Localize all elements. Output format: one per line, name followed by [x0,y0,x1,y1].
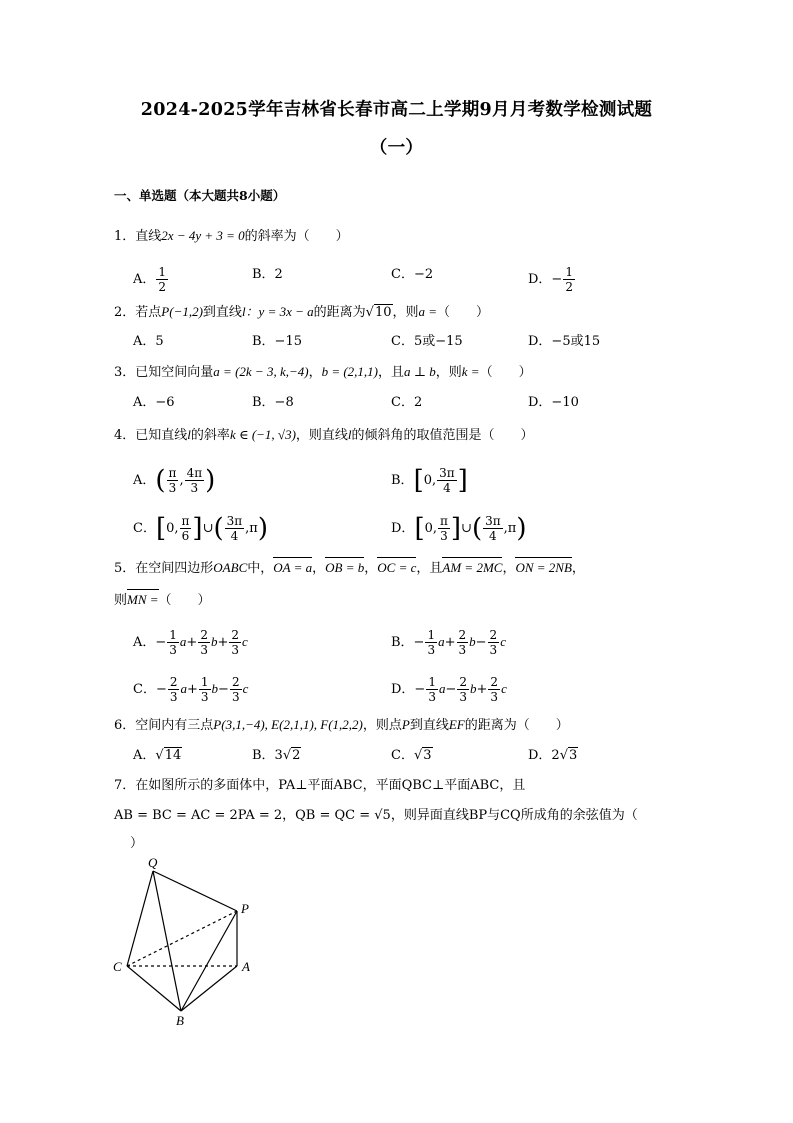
vertex-label-p: P [241,901,249,916]
q4-option-c[interactable]: C．[0, $\frac{\pi}{6}$ ]∪( $\frac{3\pi}{4}$ ,π) [133,513,268,544]
vertex-label-b: B [176,1013,184,1028]
question-2: 2．若点P(−1,2)到直线l：y = 3x − a的距离为√10，则a =（ ） [114,304,490,320]
q6-option-c[interactable]: C．√3 [391,748,432,763]
question-3: 3．已知空间向量a = (2k − 3, k,−4)，b = (2,1,1)，且a ⊥ b，则k =（ ） [114,364,532,380]
q3-option-d[interactable]: D．−10 [528,395,579,410]
question-7: 7．在如图所示的多面体中，PA⊥平面ABC，平面QBC⊥平面ABC，且 [114,778,526,793]
q6-option-b[interactable]: B．3√2 [252,748,301,763]
page-subtitle: （一） [369,138,424,158]
q1-option-a[interactable]: A． $\frac{1}{2}$ [133,265,167,294]
vertex-label-q: Q [148,855,158,870]
q1-option-d[interactable]: D．− $\frac{1}{2}$ [528,265,573,294]
q5-option-b[interactable]: B．− $\frac{1}{3}$ a+ $\frac{2}{3}$ b− $\frac{2}{3}$ c [391,628,506,657]
q1-option-b[interactable]: B．2 [252,267,283,282]
vertex-label-c: C [113,959,122,974]
question-7-line3: ） [130,836,144,851]
q4-option-a[interactable]: A．( $\frac{\pi}{3}$ , $\frac{4\pi}{3}$ ) [133,465,216,496]
q2-option-d[interactable]: D．−5或15 [528,334,601,349]
question-1: 1．直线2x − 4y + 3 = 0的斜率为（ ） [114,228,349,244]
q3-option-a[interactable]: A．−6 [133,395,175,410]
q6-option-a[interactable]: A．√14 [133,748,182,763]
vertex-label-a: A [242,959,250,974]
question-6: 6．空间内有三点P(3,1,−4), E(2,1,1), F(1,2,2)，则点P到直线EF的距离为（ ） [114,717,569,733]
q2-option-a[interactable]: A．5 [133,334,164,349]
q2-option-c[interactable]: C．5或−15 [391,334,463,349]
q6-option-d[interactable]: D．2√3 [528,748,578,763]
q3-option-b[interactable]: B．−8 [252,395,294,410]
question-7-line2: AB = BC = AC = 2PA = 2，QB = QC = √5，则异面直线BP与CQ所成角的余弦值为（ [114,808,638,823]
question-4: 4．已知直线l的斜率k ∈ (−1, √3)，则直线l的倾斜角的取值范围是（ ） [114,427,534,443]
q4-option-b[interactable]: B．[0, $\frac{3\pi}{4}$ ] [391,465,468,496]
q4-option-d[interactable]: D．[0, $\frac{\pi}{3}$ ]∪( $\frac{3\pi}{4}$ ,π) [391,513,527,544]
q5-option-c[interactable]: C．− $\frac{2}{3}$ a+ $\frac{1}{3}$ b− $\frac{2}{3}$ c [133,675,249,704]
polyhedron-figure [105,855,275,1030]
q3-option-c[interactable]: C．2 [391,395,423,410]
q5-option-d[interactable]: D．− $\frac{1}{3}$ a− $\frac{2}{3}$ b+ $\frac{2}{3}$ c [391,675,507,704]
page-title: 2024-2025学年吉林省长春市高二上学期9月月考数学检测试题 [140,100,653,120]
q1-option-c[interactable]: C．−2 [391,267,434,282]
section-heading: 一、单选题（本大题共8小题） [114,188,286,203]
q5-option-a[interactable]: A．− $\frac{1}{3}$ a+ $\frac{2}{3}$ b+ $\frac{2}{3}$ c [133,628,248,657]
q2-option-b[interactable]: B．−15 [252,334,302,349]
question-5-line2: 则MN =（ ） [114,592,211,608]
question-5: 5．在空间四边形OABC中，OA = a，OB = b，OC = c，且AM = 2MC，ON = 2NB， [114,560,585,576]
